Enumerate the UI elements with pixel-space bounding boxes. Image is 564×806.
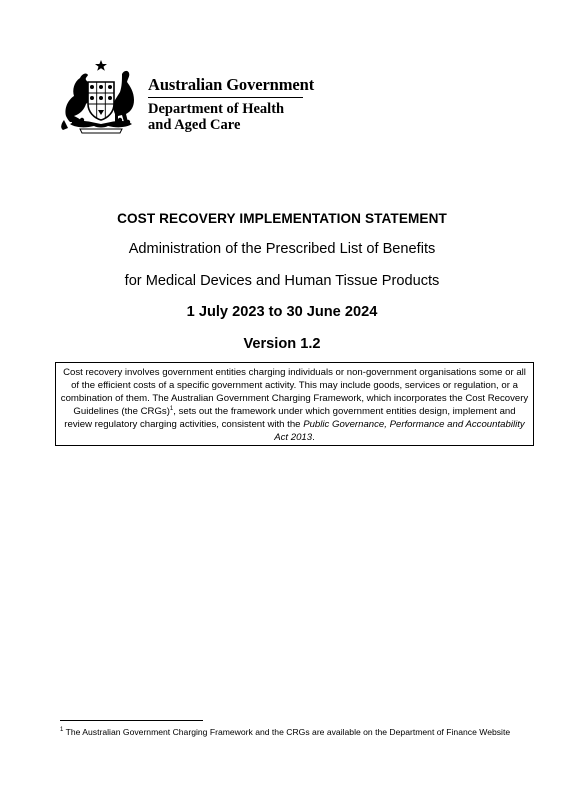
box-text-part2: , sets out the framework under which government entities design, implement and review regulatory charging activities, consistent with the [64, 406, 516, 430]
document-title: COST RECOVERY IMPLEMENTATION STATEMENT [117, 211, 447, 226]
department-name-line1: Department of Health [148, 101, 285, 117]
footnote-text: The Australian Government Charging Framework and the CRGs are available on the Department of Finance Website [63, 727, 511, 737]
cost-recovery-definition-box [55, 362, 534, 446]
coat-of-arms-icon [60, 58, 142, 134]
act-title: Public Governance, Performance and Accountability Act 2013 [274, 419, 525, 443]
box-text-part1: Cost recovery involves government entities charging individuals or non-government organisations some or all of the efficient costs of a specific government activity. This may include goods, services or regulation, or a combination of them. The Australian Government Charging Framework, which incorporates the Cost Recovery Guidelines (the CRGs) [60, 367, 529, 417]
government-name: Australian Government [148, 75, 315, 94]
footnote-divider [60, 720, 203, 721]
date-range: 1 July 2023 to 30 June 2024 [186, 304, 378, 320]
version-label: Version 1.2 [243, 336, 321, 352]
footnote [60, 726, 520, 738]
footnote-number: 1 [60, 727, 64, 734]
letterhead-divider [148, 97, 303, 98]
department-name [148, 101, 284, 133]
footnote-reference[interactable]: 1 [169, 405, 174, 412]
document-subtitle-line2: for Medical Devices and Human Tissue Products [124, 273, 440, 289]
letterhead [60, 58, 315, 138]
department-name-line2: and Aged Care [148, 117, 241, 133]
document-subtitle-line1: Administration of the Prescribed List of Benefits [128, 241, 436, 257]
box-text-end: . [312, 432, 315, 443]
